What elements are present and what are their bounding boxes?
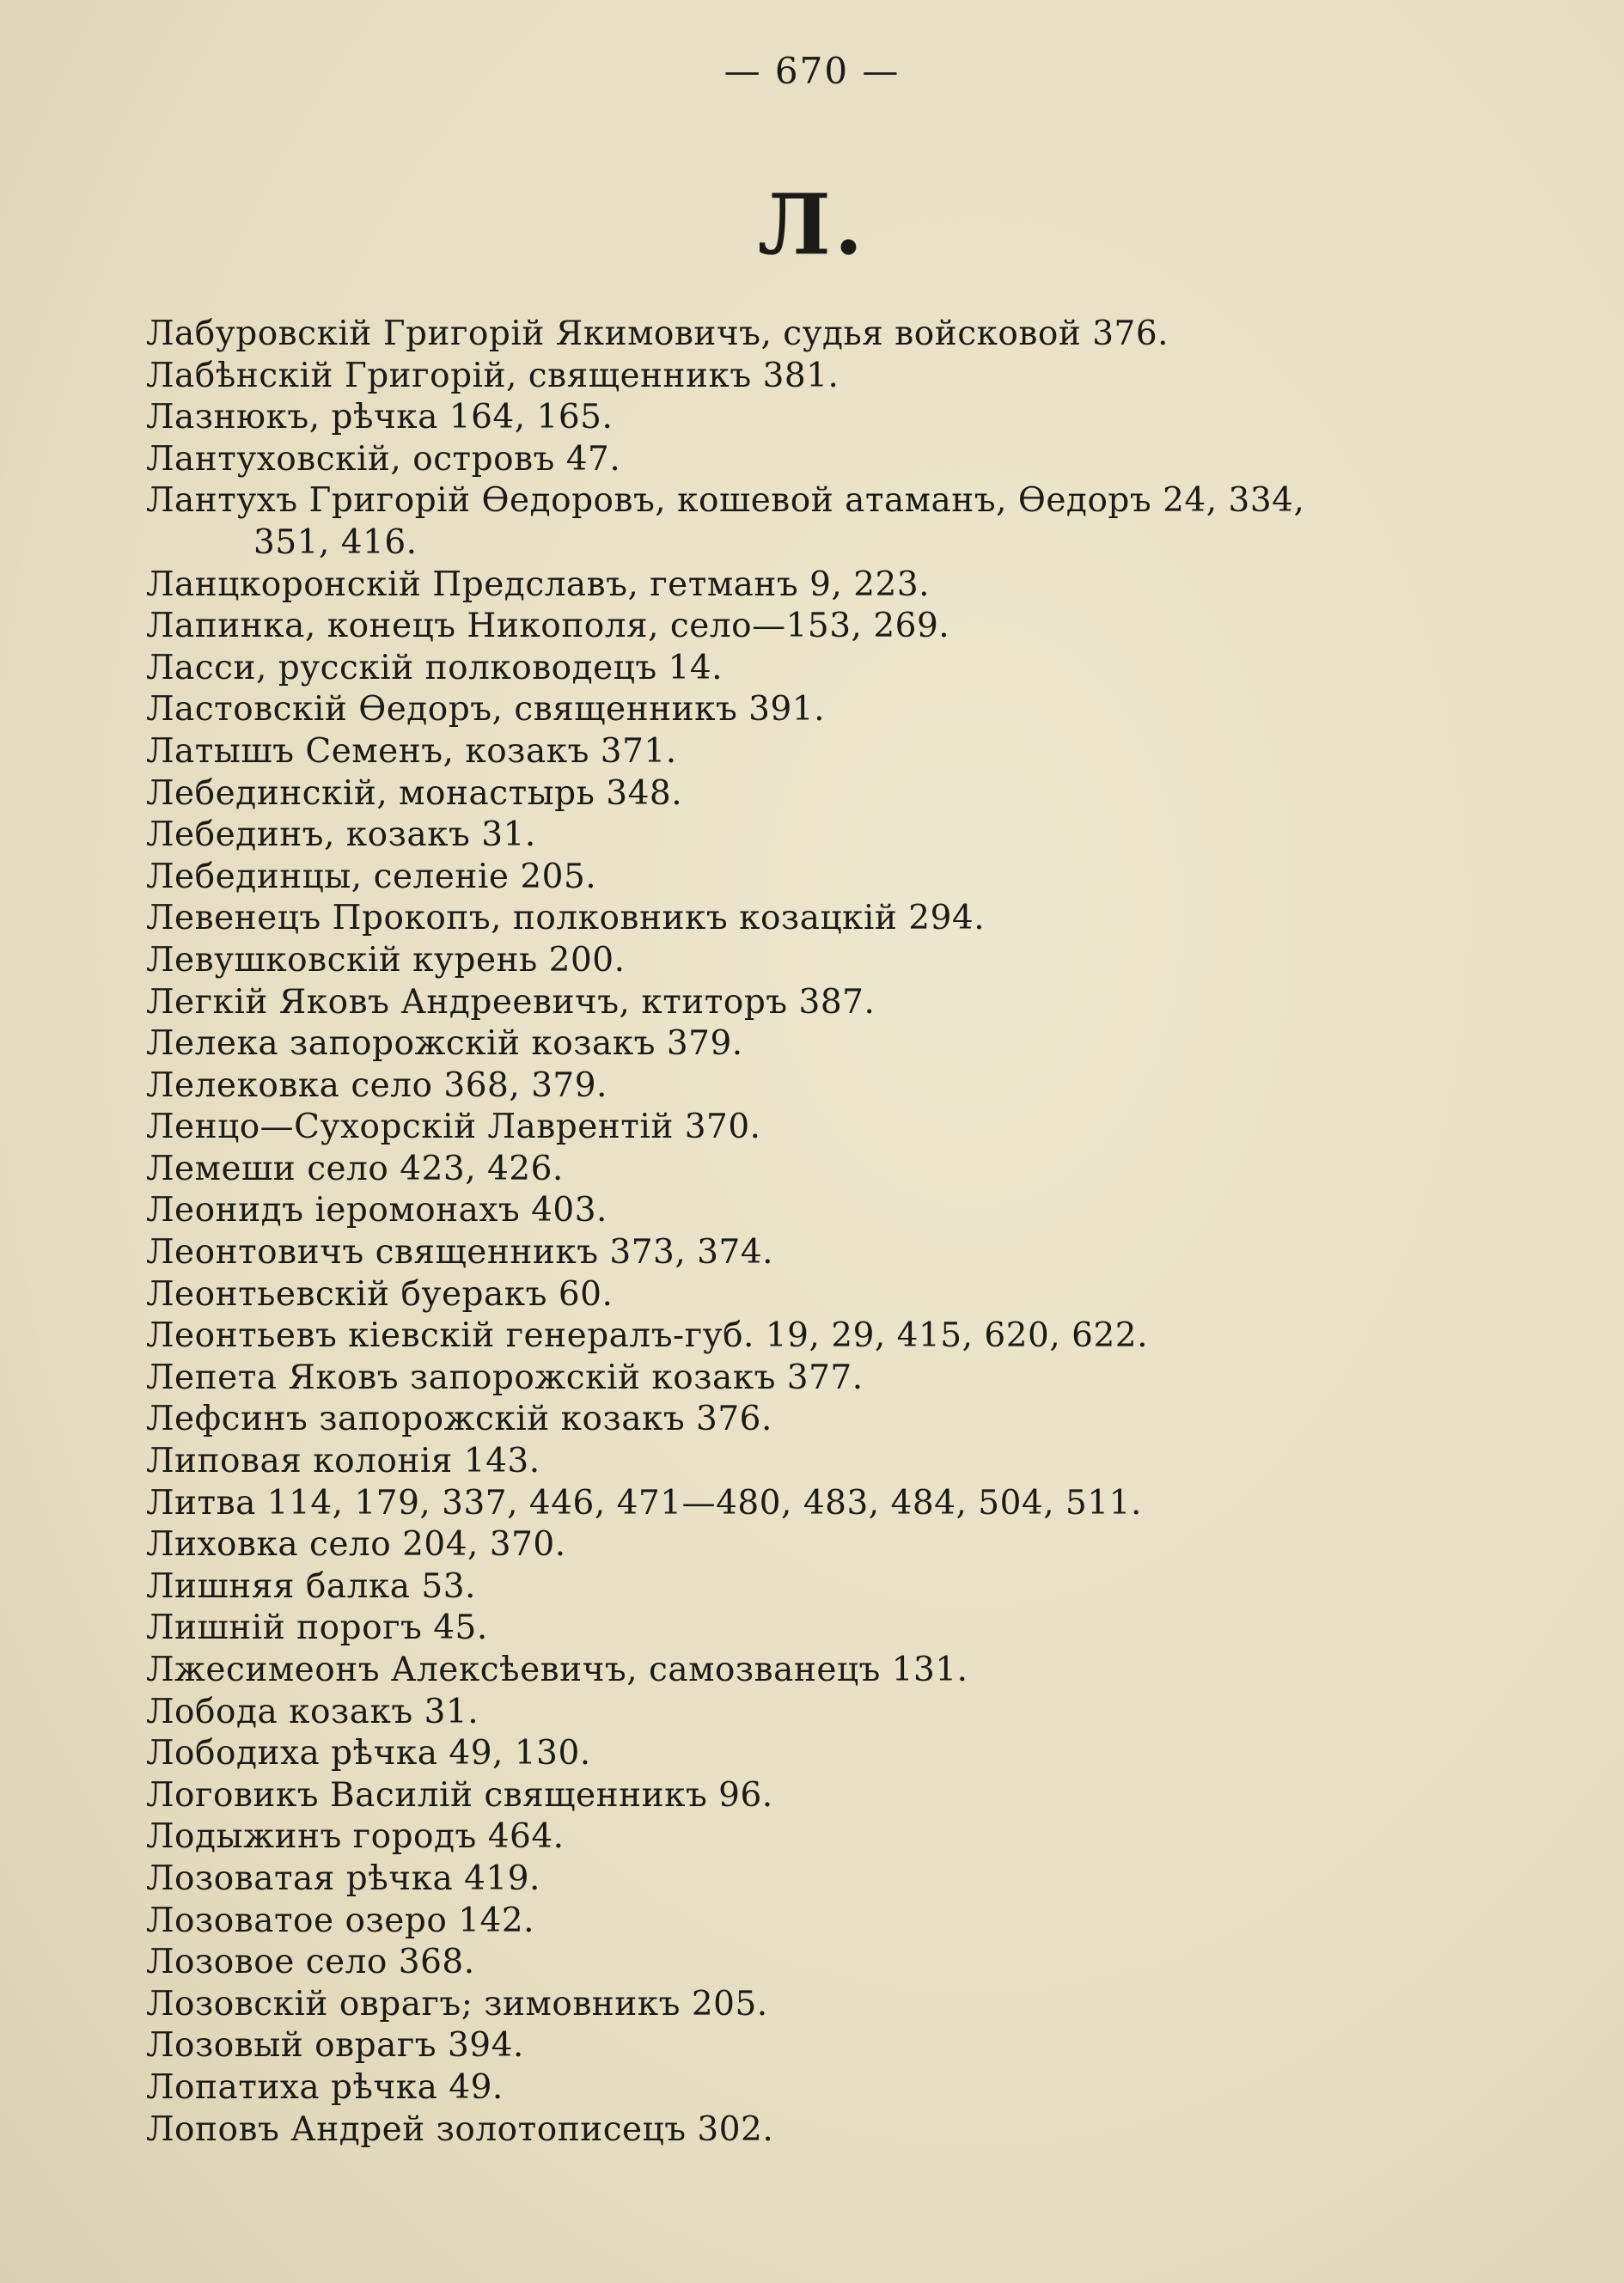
index-entry-text: Лебединцы, селеніе 205. — [146, 857, 597, 896]
index-entry — [146, 1816, 1487, 1859]
index-entry — [146, 689, 1487, 731]
index-entry — [146, 1650, 1487, 1692]
index-entry — [146, 1065, 1487, 1108]
index-entry-text: Лебединскій, монастырь 348. — [146, 773, 683, 813]
index-entry — [146, 857, 1487, 899]
index-entry — [146, 1149, 1487, 1191]
index-entry — [146, 940, 1487, 982]
index-entry-text: Легкій Яковъ Андреевичъ, ктиторъ 387. — [146, 982, 876, 1022]
index-entry-text: Лазнюкъ, рѣчка 164, 165. — [146, 398, 614, 437]
index-entry — [146, 648, 1487, 690]
index-entry-text: Литва 114, 179, 337, 446, 471—480, 483, 484, 504, 511. — [146, 1483, 1142, 1523]
index-entry-text: Лефсинъ запорожскій козакъ 376. — [146, 1400, 772, 1439]
index-entry-text: Леонтьевскій буеракъ 60. — [146, 1274, 614, 1314]
index-entry-text: Лишняя балка 53. — [146, 1566, 476, 1606]
index-entry — [146, 1692, 1487, 1734]
index-entry — [146, 982, 1487, 1024]
index-entry — [146, 397, 1487, 439]
index-entry — [146, 1483, 1487, 1525]
index-entry-continuation: 351, 416. — [253, 522, 418, 562]
index-entry-text: Лемеши село 423, 426. — [146, 1149, 564, 1188]
index-entry — [146, 606, 1487, 648]
index-entry — [146, 1984, 1487, 2026]
index-entry-text: Лапинка, конецъ Никополя, село—153, 269. — [146, 607, 950, 646]
index-entry — [146, 2025, 1487, 2067]
index-entry-text: Лелековка село 368, 379. — [146, 1065, 607, 1105]
section-letter-heading: Л. — [757, 176, 867, 273]
index-entry — [146, 565, 1487, 607]
index-entry-text: Логовикъ Василій священникъ 96. — [146, 1775, 773, 1815]
index-entry-list — [146, 314, 1487, 2151]
index-entry — [146, 1274, 1487, 1316]
index-entry-text: Лободиха рѣчка 49, 130. — [146, 1734, 591, 1773]
index-entry-text: Леонидъ іеромонахъ 403. — [146, 1191, 607, 1230]
index-entry — [146, 1232, 1487, 1274]
index-entry — [146, 1775, 1487, 1817]
index-entry — [146, 815, 1487, 857]
index-entry-text: Лодыжинъ городъ 464. — [146, 1817, 565, 1857]
index-entry-text: Лепета Яковъ запорожскій козакъ 377. — [146, 1358, 864, 1397]
page-number: — 670 — — [723, 50, 901, 92]
index-entry — [146, 1901, 1487, 1943]
index-entry-text: Левушковскій курень 200. — [146, 940, 626, 980]
index-entry-text: Лозоватая рѣчка 419. — [146, 1859, 540, 1898]
index-entry — [146, 314, 1487, 356]
index-entry — [146, 1399, 1487, 1441]
index-entry — [146, 1942, 1487, 1984]
index-entry — [146, 2067, 1487, 2109]
index-entry-text: Липовая колонія 143. — [146, 1442, 540, 1481]
index-entry — [146, 2109, 1487, 2152]
index-entry — [146, 1524, 1487, 1566]
index-entry — [146, 1566, 1487, 1608]
index-entry — [146, 731, 1487, 773]
index-entry-text: Лантуховскій, островъ 47. — [146, 439, 621, 479]
index-entry — [146, 480, 1487, 564]
index-entry-text: Лжесимеонъ Алексѣевичъ, самозванецъ 131. — [146, 1651, 968, 1689]
index-entry-text: Лопатиха рѣчка 49. — [146, 2067, 504, 2107]
index-entry-text: Ластовскій Өедоръ, священникъ 391. — [146, 690, 825, 729]
index-entry-text: Лозовскій оврагъ; зимовникъ 205. — [146, 1984, 768, 2024]
index-entry-text: Леонтовичъ священникъ 373, 374. — [146, 1233, 773, 1273]
index-entry — [146, 898, 1487, 940]
index-entry-text: Лозоватое озеро 142. — [146, 1901, 535, 1940]
index-entry-text: Лозовый оврагъ 394. — [146, 2026, 524, 2066]
index-entry — [146, 356, 1487, 398]
index-entry-text: Лабуровскій Григорій Якимовичъ, судья войсковой 376. — [146, 314, 1169, 353]
index-entry-text: Леонтьевъ кіевскій генералъ-губ. 19, 29, 415, 620, 622. — [146, 1316, 1148, 1356]
index-entry — [146, 1107, 1487, 1149]
index-entry-text: Лишній порогъ 45. — [146, 1608, 488, 1648]
index-entry-text: Лабѣнскій Григорій, священникъ 381. — [146, 356, 839, 395]
index-entry-text: Лоповъ Андрей золотописецъ 302. — [146, 2109, 774, 2149]
index-entry — [146, 1315, 1487, 1358]
index-entry-text: Ланцкоронскій Предславъ, гетманъ 9, 223. — [146, 565, 931, 604]
index-entry — [146, 1190, 1487, 1232]
index-entry — [146, 1733, 1487, 1775]
index-entry — [146, 1023, 1487, 1065]
index-entry-text: Лебединъ, козакъ 31. — [146, 815, 536, 855]
index-entry — [146, 1859, 1487, 1901]
index-entry-text: Латышъ Семенъ, козакъ 371. — [146, 731, 677, 771]
index-entry-text: Лиховка село 204, 370. — [146, 1525, 566, 1565]
index-entry-text: Ленцо—Сухорскій Лаврентій 370. — [146, 1108, 761, 1147]
index-entry-text: Ласси, русскій полководецъ 14. — [146, 648, 723, 687]
index-entry-text: Левенецъ Прокопъ, полковникъ козацкій 294. — [146, 899, 986, 938]
index-entry-text: Лантухъ Григорій Өедоровъ, кошевой атаманъ, Өедоръ 24, 334, — [146, 481, 1305, 521]
index-entry — [146, 1358, 1487, 1400]
index-entry — [146, 1441, 1487, 1483]
index-entry-text: Лозовое село 368. — [146, 1943, 475, 1982]
index-entry-text: Лелека запорожскій козакъ 379. — [146, 1024, 743, 1064]
index-entry-text: Лобода козакъ 31. — [146, 1692, 479, 1731]
index-entry — [146, 439, 1487, 481]
index-entry — [146, 773, 1487, 815]
index-entry — [146, 1608, 1487, 1650]
